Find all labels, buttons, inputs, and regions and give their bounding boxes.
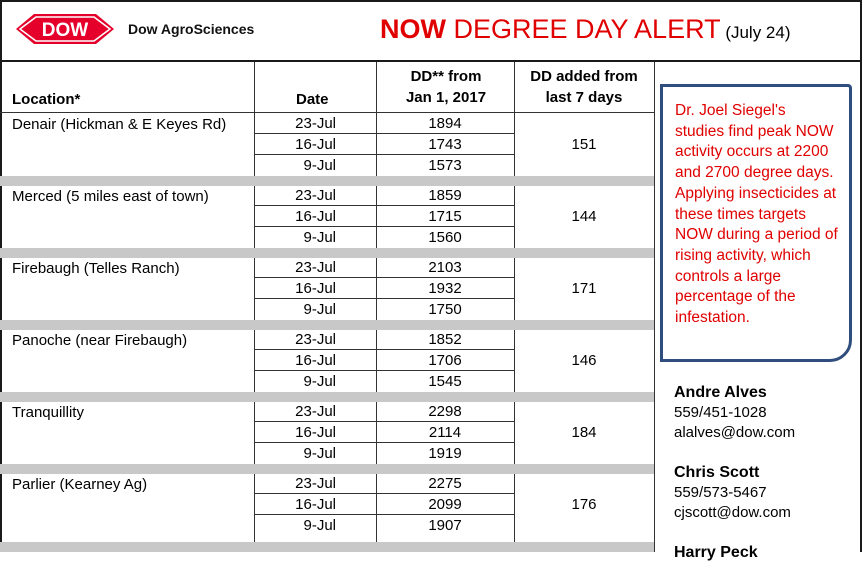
dd-added-value: 184: [571, 424, 597, 441]
reading-date: 23-Jul: [295, 115, 336, 132]
reading-dd: 2275: [428, 475, 462, 492]
dd-added-value: 176: [571, 496, 597, 513]
reading-row: [254, 515, 514, 536]
reading-dd: 1560: [428, 229, 462, 246]
logo-text: DOW: [41, 20, 89, 41]
title-main: DEGREE DAY ALERT: [445, 14, 721, 44]
header-divider: [0, 60, 862, 62]
reading-dd: 1907: [428, 517, 462, 534]
reading-row: [254, 155, 514, 176]
column-header-dd-line1: DD** from: [410, 68, 482, 85]
reading-dd: 1852: [428, 331, 462, 348]
reading-dd: 2298: [428, 403, 462, 420]
brand-name: Dow AgroSciences: [128, 21, 255, 37]
reading-date: 23-Jul: [295, 187, 336, 204]
reading-date: 23-Jul: [295, 331, 336, 348]
reading-date: 9-Jul: [303, 229, 336, 246]
reading-row: [254, 134, 514, 155]
reading-dd: 1750: [428, 301, 462, 318]
reading-date: 9-Jul: [303, 445, 336, 462]
reading-date: 9-Jul: [303, 157, 336, 174]
reading-row: [254, 227, 514, 248]
location-name: Tranquillity: [12, 404, 84, 421]
location-name: Parlier (Kearney Ag): [12, 476, 148, 493]
reading-row: [254, 443, 514, 464]
title-now: NOW: [380, 14, 446, 44]
reading-date: 16-Jul: [295, 352, 336, 369]
reading-dd: 1894: [428, 115, 462, 132]
reading-dd: 1545: [428, 373, 462, 390]
reading-date: 9-Jul: [303, 517, 336, 534]
reading-date: 16-Jul: [295, 424, 336, 441]
reading-row: [254, 206, 514, 227]
column-header-dd: [380, 66, 512, 108]
contact-name: Chris Scott: [674, 464, 760, 481]
reading-date: 16-Jul: [295, 208, 336, 225]
reading-row: [254, 113, 514, 134]
location-name: Panoche (near Firebaugh): [12, 332, 188, 349]
info-callout: [660, 84, 852, 362]
reading-row: [254, 473, 514, 494]
contact-phone: 559/451-1028: [674, 404, 767, 421]
column-header-added-line1: DD added from: [530, 68, 638, 85]
reading-row: [254, 494, 514, 515]
contact-name: Harry Peck: [674, 544, 758, 561]
reading-date: 23-Jul: [295, 403, 336, 420]
column-header-added-line2: last 7 days: [545, 89, 623, 106]
column-header-dd-line2: Jan 1, 2017: [405, 89, 487, 106]
reading-dd: 1715: [428, 208, 462, 225]
column-header-location: Location*: [12, 91, 81, 108]
reading-dd: 2103: [428, 259, 462, 276]
reading-row: [254, 257, 514, 278]
reading-date: 23-Jul: [295, 259, 336, 276]
reading-dd: 1859: [428, 187, 462, 204]
contact-email: alalves@dow.com: [674, 424, 796, 441]
reading-row: [254, 329, 514, 350]
contact-andre-alves: [674, 383, 795, 443]
dd-added-value: 171: [571, 280, 597, 297]
location-name: Firebaugh (Telles Ranch): [12, 260, 180, 277]
reading-dd: 1706: [428, 352, 462, 369]
reading-row: [254, 185, 514, 206]
reading-dd: 2114: [428, 424, 462, 441]
reading-dd: 1932: [428, 280, 462, 297]
reading-row: [254, 422, 514, 443]
reading-row: [254, 299, 514, 320]
reading-dd: 1919: [428, 445, 462, 462]
contact-chris-scott: [674, 463, 791, 523]
contact-email: cjscott@dow.com: [674, 504, 791, 521]
location-name: Merced (5 miles east of town): [12, 188, 209, 205]
reading-date: 9-Jul: [303, 373, 336, 390]
reading-dd: 1573: [428, 157, 462, 174]
reading-date: 16-Jul: [295, 136, 336, 153]
reading-date: 9-Jul: [303, 301, 336, 318]
reading-date: 16-Jul: [295, 496, 336, 513]
dow-logo: [14, 11, 116, 47]
contact-name: Andre Alves: [674, 384, 767, 401]
column-header-added: [516, 66, 652, 108]
dd-added-value: 144: [571, 208, 597, 225]
reading-row: [254, 278, 514, 299]
dd-added-value: 151: [571, 136, 597, 153]
reading-date: 16-Jul: [295, 280, 336, 297]
column-header-date: Date: [296, 91, 329, 108]
reading-dd: 2099: [428, 496, 462, 513]
dd-added-value: 146: [571, 352, 597, 369]
column-divider: [654, 62, 655, 552]
reading-row: [254, 371, 514, 392]
location-name: Denair (Hickman & E Keyes Rd): [12, 116, 227, 133]
page-title: [380, 14, 791, 45]
contact-phone: 559/573-5467: [674, 484, 767, 501]
reading-row: [254, 401, 514, 422]
reading-date: 23-Jul: [295, 475, 336, 492]
callout-text: Dr. Joel Siegel's studies find peak NOW activity occurs at 2200 and 2700 degree days. Applying insecticides at these times targets NOW during a period of rising activity, which controls a large percentage of the infestation.: [675, 102, 838, 327]
reading-row: [254, 350, 514, 371]
reading-dd: 1743: [428, 136, 462, 153]
row-separator: [0, 542, 654, 552]
title-date: (July 24): [720, 23, 791, 42]
contact-harry-peck: [674, 543, 758, 563]
